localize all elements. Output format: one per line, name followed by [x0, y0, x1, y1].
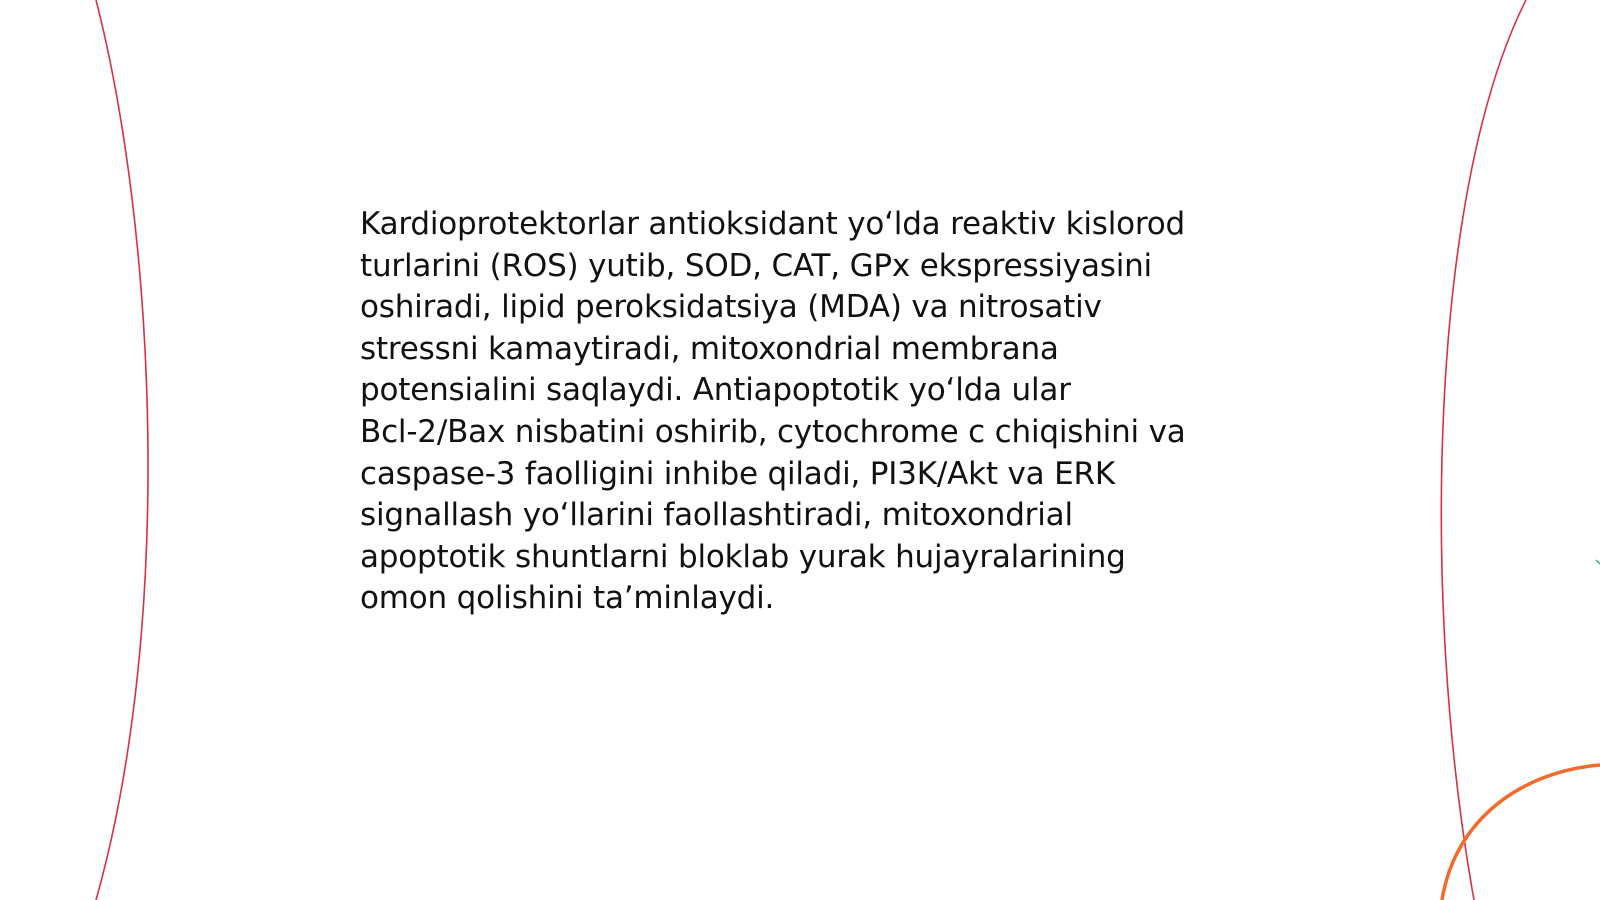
text-line: Bcl-2/Bax nisbatini oshirib, cytochrome c chiqishini va	[360, 413, 1186, 450]
text-line: oshiradi, lipid peroksidatsiya (MDA) va nitrosativ	[360, 289, 1102, 326]
text-line: stressni kamaytiradi, mitoxondrial membrana	[360, 330, 1059, 367]
text-line: omon qolishini ta’minlaydi.	[360, 580, 775, 617]
text-line: caspase-3 faolligini inhibe qiladi, PI3K/Akt va ERK	[360, 455, 1115, 492]
orange-arc	[1442, 765, 1600, 900]
left-curve	[96, 0, 148, 900]
right-curve	[1441, 0, 1526, 900]
slide-body-text	[360, 204, 1260, 620]
text-line: potensialini saqlaydi. Antiapoptotik yo‘lda ular	[360, 372, 1071, 409]
text-line: signallash yo‘llarini faollashtiradi, mitoxondrial	[360, 497, 1073, 534]
teal-mark	[1596, 560, 1600, 564]
text-line: Kardioprotektorlar antioksidant yo‘lda reaktiv kislorod	[360, 206, 1185, 242]
text-line: turlarini (ROS) yutib, SOD, CAT, GPx ekspressiyasini	[360, 247, 1152, 284]
text-line: apoptotik shuntlarni bloklab yurak hujayralarining	[360, 538, 1126, 575]
